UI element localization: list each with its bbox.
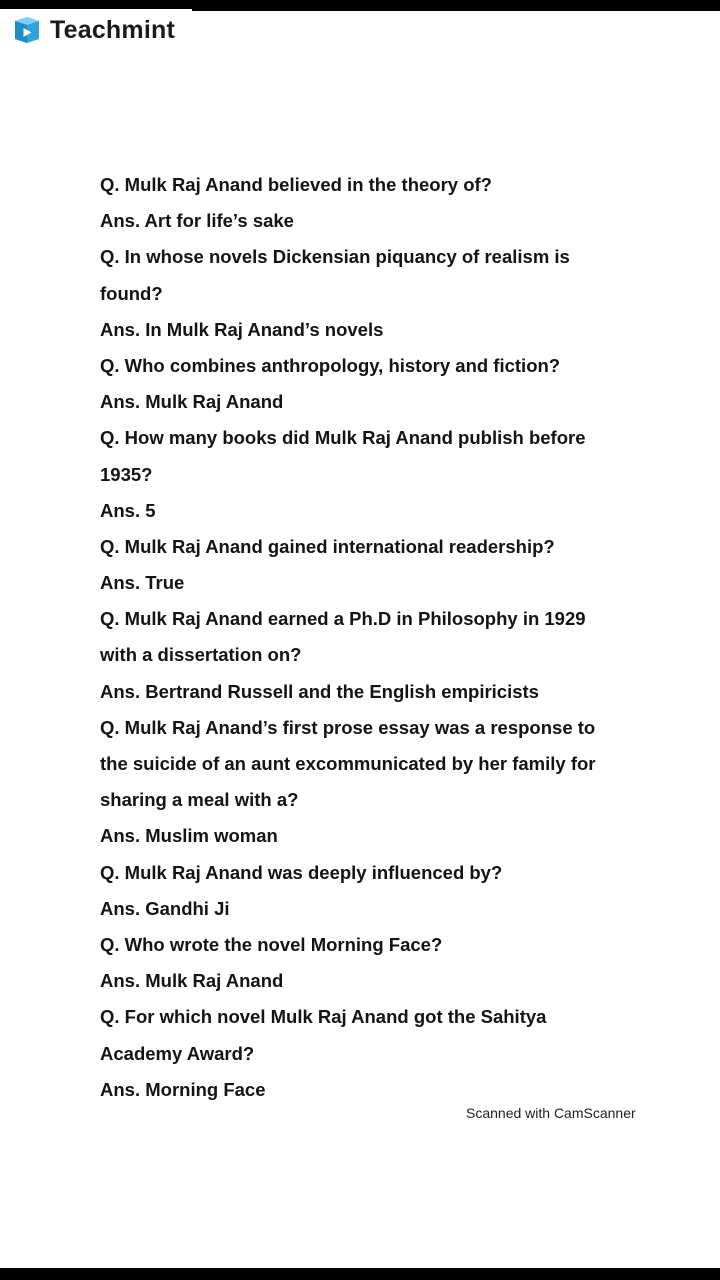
question-line: Q. Mulk Raj Anand earned a Ph.D in Philosophy in 1929 bbox=[100, 608, 586, 630]
qa-document-body bbox=[100, 167, 640, 1108]
question-line-continued: found? bbox=[100, 282, 163, 304]
question-line: Q. In whose novels Dickensian piquancy of realism is bbox=[100, 246, 570, 268]
camscanner-watermark: Scanned with CamScanner bbox=[466, 1105, 636, 1121]
top-status-bar bbox=[0, 0, 720, 11]
answer-line: Ans. Mulk Raj Anand bbox=[100, 391, 284, 413]
question-line: Q. Mulk Raj Anand gained international readership? bbox=[100, 535, 555, 557]
question-line-continued: Academy Award? bbox=[100, 1042, 255, 1064]
brand-header bbox=[12, 14, 175, 46]
question-line-continued: the suicide of an aunt excommunicated by her family for bbox=[100, 753, 596, 774]
question-line: Q. Mulk Raj Anand believed in the theory of? bbox=[100, 174, 492, 195]
answer-line: Ans. True bbox=[100, 572, 185, 594]
answer-line: Ans. 5 bbox=[100, 499, 156, 521]
question-line: Q. Who wrote the novel Morning Face? bbox=[100, 933, 443, 955]
question-line: Q. Who combines anthropology, history and fiction? bbox=[100, 354, 561, 376]
question-line-continued: 1935? bbox=[100, 463, 153, 485]
question-line-continued: with a dissertation on? bbox=[100, 644, 302, 666]
teachmint-logo-icon bbox=[12, 15, 42, 45]
answer-line: Ans. Muslim woman bbox=[100, 825, 278, 847]
answer-line: Ans. Mulk Raj Anand bbox=[100, 970, 284, 992]
answer-line: Ans. In Mulk Raj Anand’s novels bbox=[100, 318, 384, 340]
answer-line: Ans. Gandhi Ji bbox=[100, 897, 230, 919]
bottom-navigation-bar bbox=[0, 1268, 720, 1280]
question-line: Q. Mulk Raj Anand’s first prose essay was a response to bbox=[100, 716, 596, 738]
question-line: Q. How many books did Mulk Raj Anand publish before bbox=[100, 427, 586, 449]
answer-line: Ans. Morning Face bbox=[100, 1078, 266, 1100]
question-line: Q. For which novel Mulk Raj Anand got the Sahitya bbox=[100, 1006, 547, 1028]
answer-line: Ans. Bertrand Russell and the English empiricists bbox=[100, 680, 539, 702]
brand-name: Teachmint bbox=[50, 15, 175, 44]
top-bar-notch bbox=[0, 9, 192, 11]
question-line: Q. Mulk Raj Anand was deeply influenced by? bbox=[100, 861, 503, 883]
question-line-continued: sharing a meal with a? bbox=[100, 789, 299, 811]
answer-line: Ans. Art for life’s sake bbox=[100, 210, 294, 232]
